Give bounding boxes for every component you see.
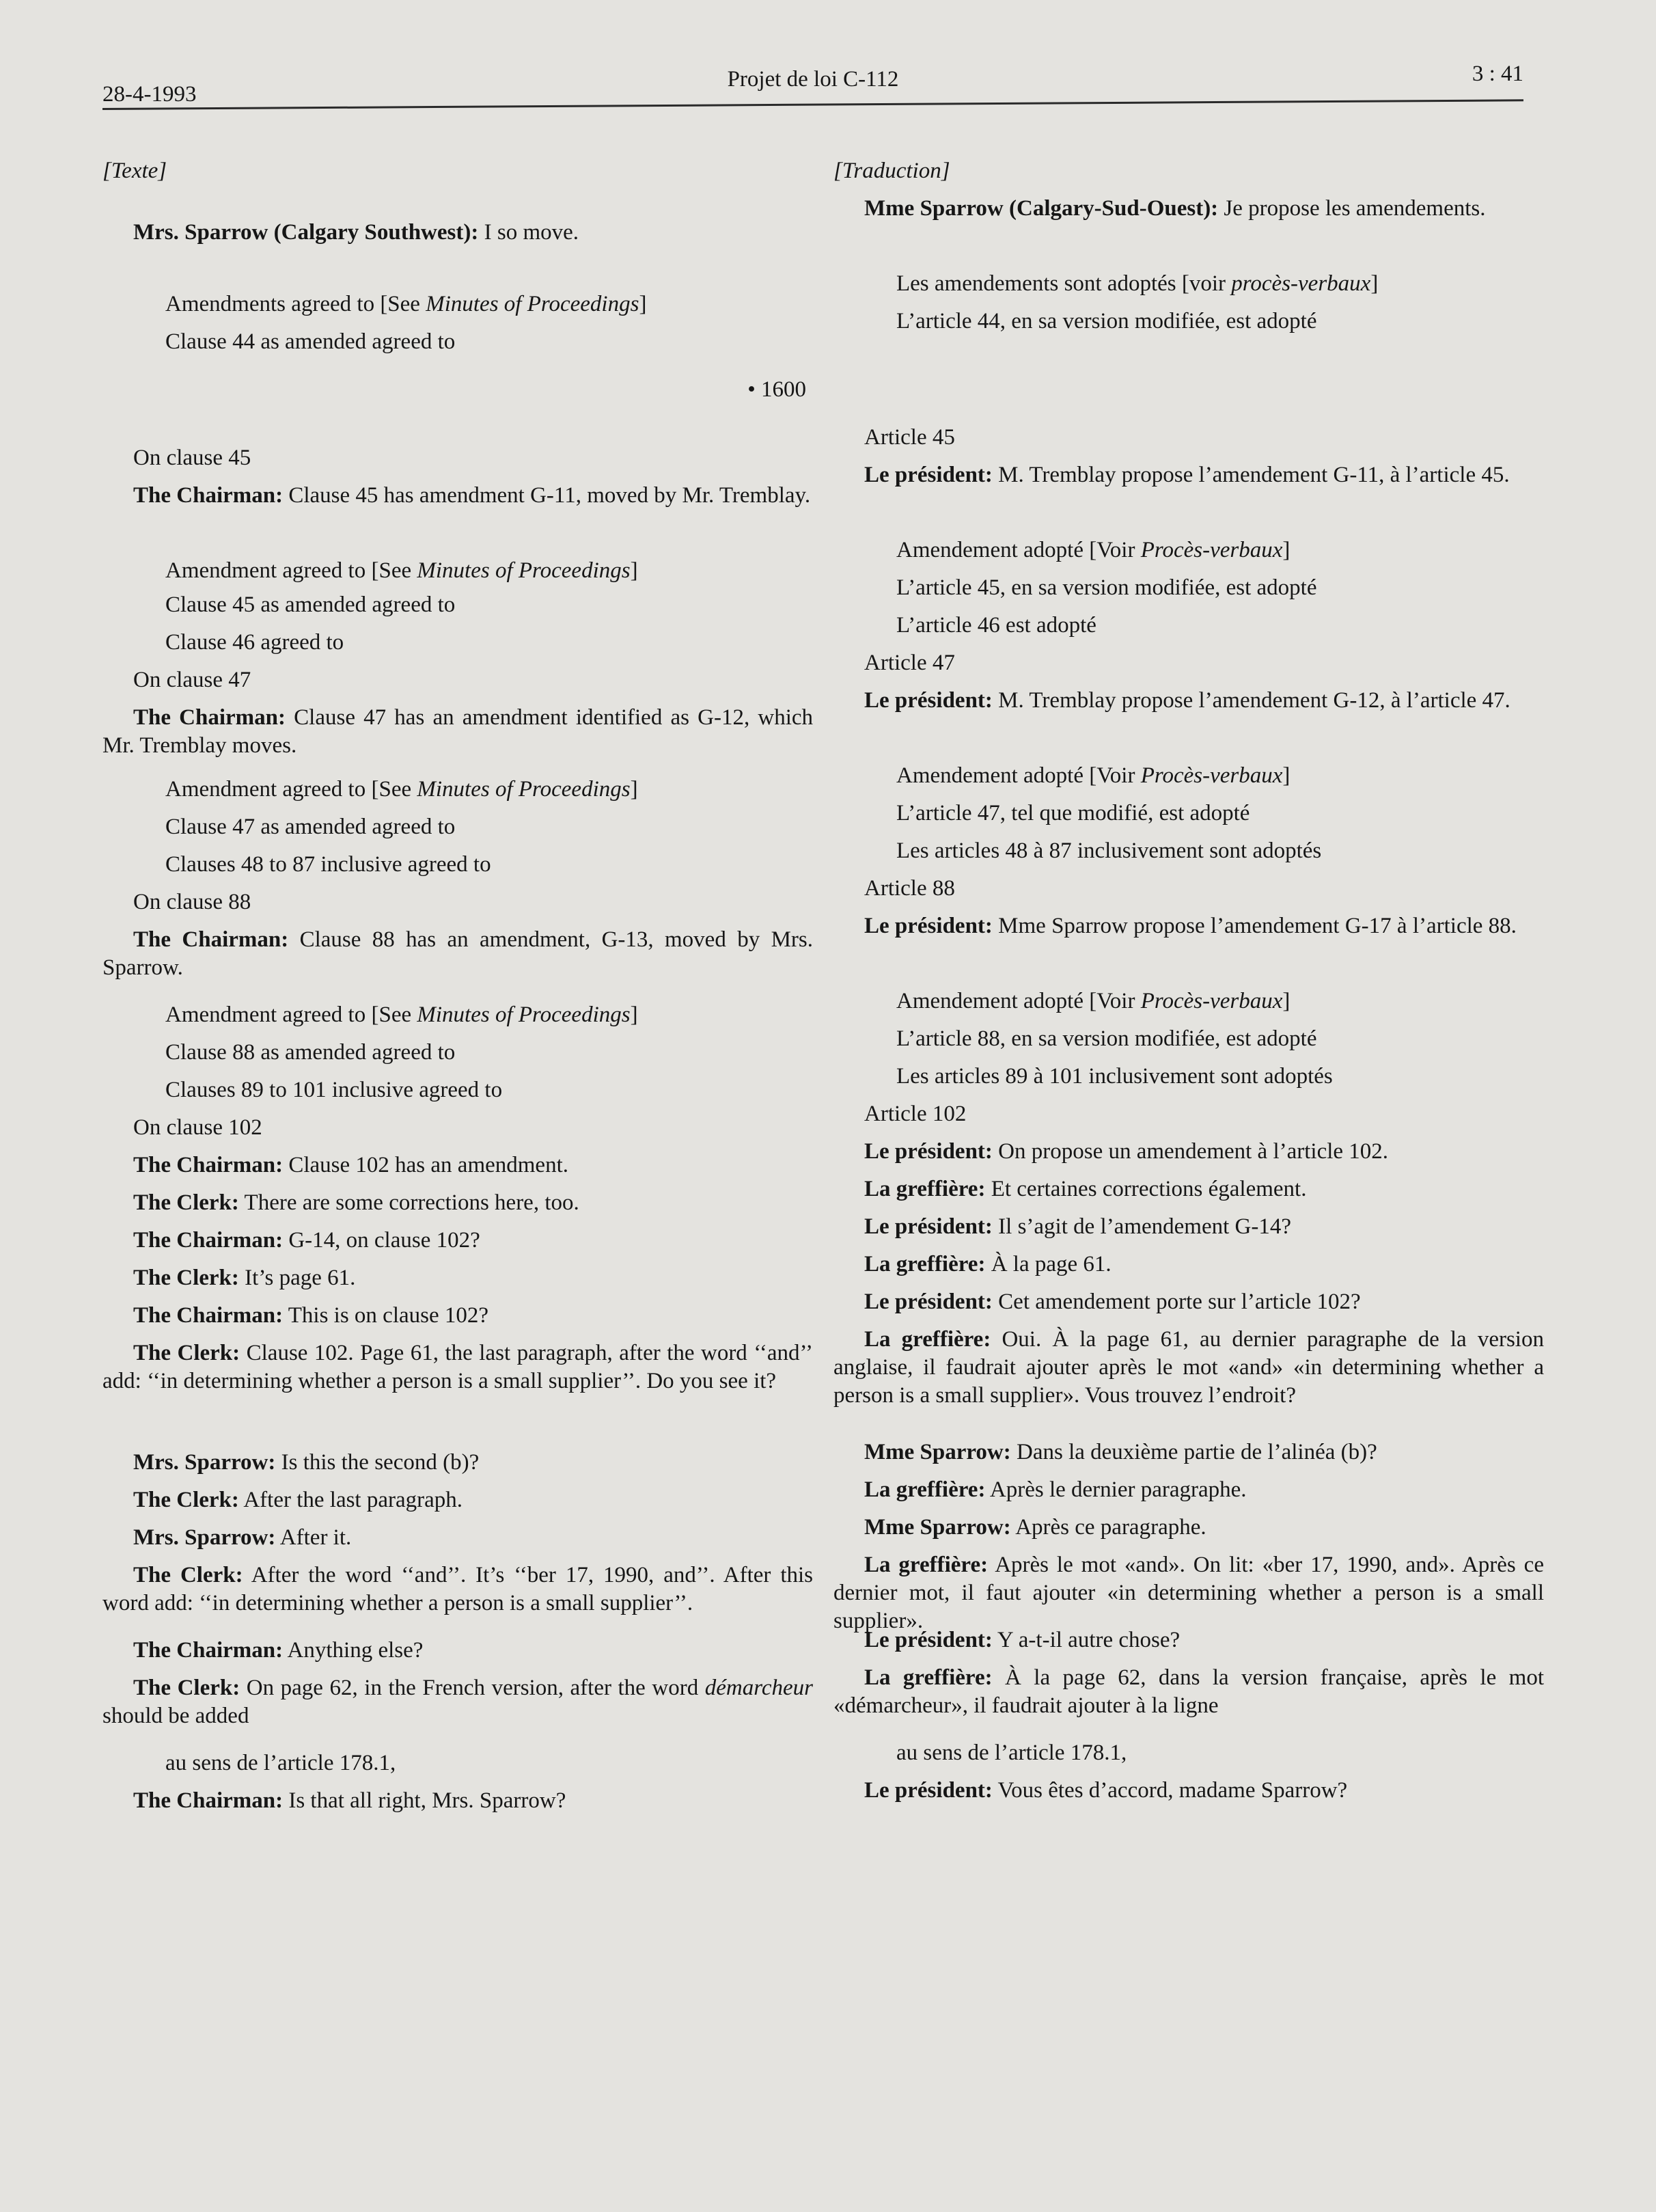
motion-text: Amendement adopté [Voir <box>896 538 1141 562</box>
speaker-name: The Clerk: <box>133 1190 239 1215</box>
speaker-name: The Clerk: <box>133 1563 243 1587</box>
motion-text: Amendment agreed to [See <box>165 558 417 583</box>
motion-text: Amendments agreed to [See <box>165 292 426 316</box>
header-title: Projet de loi C-112 <box>727 67 899 92</box>
motion-text: Les articles 48 à 87 inclusivement sont adoptés <box>896 838 1322 863</box>
motion-reference: Procès-verbaux <box>1140 989 1283 1013</box>
speaker-name: Le président: <box>864 1214 993 1239</box>
speech-paragraph <box>833 1777 1544 1805</box>
header-date: 28-4-1993 <box>102 82 197 107</box>
clause-heading: On clause 45 <box>133 446 251 470</box>
speaker-name: Mme Sparrow: <box>864 1440 1011 1464</box>
clause-heading: au sens de l’article 178.1, <box>896 1740 1127 1765</box>
speech-text: M. Tremblay propose l’amendement G-12, à l’article 47. <box>992 688 1510 713</box>
speech-text: Clause 102 has an amendment. <box>283 1153 568 1177</box>
speech-paragraph <box>102 1189 813 1217</box>
motion-line <box>102 557 813 585</box>
speech-text: Anything else? <box>283 1638 424 1663</box>
speech-text: Clause 88 has an amendment, G-13, moved by Mrs. Sparrow. <box>102 927 813 980</box>
speech-paragraph <box>102 1486 813 1514</box>
speech-paragraph <box>102 1637 813 1665</box>
speech-text: Oui. À la page 61, au dernier paragraphe de la version anglaise, il faudrait ajouter après le mot «and» «in determining whether a person is a small supplier». Vous trouvez l’endroit? <box>833 1327 1544 1408</box>
motion-line <box>102 290 813 318</box>
speaker-name: La greffière: <box>864 1477 986 1502</box>
motion-line <box>102 851 813 879</box>
speech-text: I so move. <box>478 220 579 245</box>
motion-text: Clause 46 agreed to <box>165 630 344 655</box>
motion-line <box>833 270 1544 298</box>
speech-text: Clause 47 has an amendment identified as G-12, which Mr. Tremblay moves. <box>102 705 814 758</box>
clause-heading: On clause 102 <box>133 1115 262 1140</box>
motion-line <box>833 536 1544 564</box>
motion-text: ] <box>630 777 638 802</box>
speaker-name: The Chairman: <box>133 483 284 508</box>
motion-reference: Minutes of Proceedings <box>426 292 639 316</box>
motion-reference: Minutes of Proceedings <box>417 558 631 583</box>
motion-text: L’article 47, tel que modifié, est adopté <box>896 801 1250 825</box>
speech-paragraph <box>102 1339 813 1395</box>
speech-paragraph <box>833 1476 1544 1504</box>
speaker-name: The Chairman: <box>133 1303 284 1328</box>
speech-paragraph <box>833 195 1544 223</box>
speaker-name: The Clerk: <box>133 1341 240 1365</box>
motion-text: Les amendements sont adoptés [voir <box>896 271 1232 296</box>
speaker-name: Mme Sparrow: <box>864 1515 1011 1540</box>
motion-line <box>833 987 1544 1015</box>
motion-line <box>102 328 813 356</box>
motion-reference: Minutes of Proceedings <box>417 777 631 802</box>
speaker-name: Le président: <box>864 914 993 938</box>
motion-text: Clause 45 as amended agreed to <box>165 592 456 617</box>
motion-reference: Procès-verbaux <box>1140 763 1283 788</box>
speech-paragraph <box>102 482 813 510</box>
motion-text: L’article 44, en sa version modifiée, est adopté <box>896 309 1317 333</box>
motion-text: Amendement adopté [Voir <box>896 989 1141 1013</box>
speaker-name: The Chairman: <box>133 1228 284 1253</box>
speech-text: M. Tremblay propose l’amendement G-11, à l’article 45. <box>992 463 1510 487</box>
speech-text: Vous êtes d’accord, madame Sparrow? <box>992 1778 1348 1803</box>
motion-line <box>833 800 1544 828</box>
speech-text: Après le mot «and». On lit: «ber 17, 1990, and». Après ce dernier mot, il faut ajouter «in determining whether a person is a small supplier». <box>833 1553 1544 1633</box>
motion-text: L’article 46 est adopté <box>896 613 1096 638</box>
speech-paragraph <box>102 1787 813 1815</box>
speech-paragraph <box>833 1514 1544 1542</box>
speaker-name: Le président: <box>864 463 993 487</box>
speech-paragraph <box>102 1674 813 1730</box>
speaker-name: Mrs. Sparrow: <box>133 1525 276 1550</box>
motion-text: L’article 45, en sa version modifiée, est adopté <box>896 575 1317 600</box>
speech-text: There are some corrections here, too. <box>238 1190 579 1215</box>
speech-paragraph <box>102 1264 813 1292</box>
speech-paragraph <box>102 1151 813 1179</box>
motion-text: ] <box>1370 271 1379 296</box>
speaker-name: The Clerk: <box>133 1488 239 1512</box>
left-column-tag: [Texte] <box>102 159 167 183</box>
motion-text: Clause 88 as amended agreed to <box>165 1040 456 1065</box>
motion-text: Amendment agreed to [See <box>165 1002 417 1027</box>
speaker-name: Le président: <box>864 1628 993 1652</box>
speech-text: Is this the second (b)? <box>275 1450 480 1475</box>
speaker-name: Le président: <box>864 1778 993 1803</box>
speech-paragraph <box>833 1213 1544 1241</box>
speech-text: should be added <box>102 1704 249 1728</box>
speech-text: À la page 62, dans la version française, après le mot «démarcheur», il faudrait ajouter à la ligne <box>833 1665 1544 1718</box>
clause-heading: Article 102 <box>864 1102 967 1126</box>
speech-text: Je propose les amendements. <box>1218 196 1486 221</box>
time-marker: • 1600 <box>747 377 806 402</box>
speech-paragraph <box>102 1449 813 1477</box>
speech-paragraph <box>833 1664 1544 1720</box>
speech-text: Y a-t-il autre chose? <box>992 1628 1181 1652</box>
speech-paragraph <box>833 1175 1544 1203</box>
motion-text: Amendement adopté [Voir <box>896 763 1141 788</box>
speech-paragraph <box>102 1561 813 1617</box>
speaker-name: The Chairman: <box>133 1638 284 1663</box>
clause-heading: Article 88 <box>864 876 955 901</box>
speaker-name: The Chairman: <box>133 927 289 952</box>
speech-paragraph <box>833 1288 1544 1316</box>
speech-paragraph <box>102 1524 813 1552</box>
speech-text: After the word ‘‘and’’. It’s ‘‘ber 17, 1990, and’’. After this word add: ‘‘in determining whether a person is a small supplier’’. <box>102 1563 814 1615</box>
speech-paragraph <box>833 1326 1544 1410</box>
motion-text: Clause 44 as amended agreed to <box>165 329 456 354</box>
speech-paragraph <box>833 1138 1544 1166</box>
speech-paragraph <box>833 1626 1544 1654</box>
header-page-number: 3 : 41 <box>1472 62 1523 86</box>
motion-line <box>102 1001 813 1029</box>
speaker-name: La greffière: <box>864 1553 989 1577</box>
clause-heading: Article 47 <box>864 651 955 675</box>
speech-text: On propose un amendement à l’article 102. <box>992 1139 1389 1164</box>
motion-text: L’article 88, en sa version modifiée, est adopté <box>896 1026 1317 1051</box>
speech-paragraph <box>833 687 1544 715</box>
motion-line <box>102 591 813 619</box>
speech-text: Mme Sparrow propose l’amendement G-17 à l’article 88. <box>992 914 1517 938</box>
speech-text: This is on clause 102? <box>283 1303 489 1328</box>
speech-text: Cet amendement porte sur l’article 102? <box>992 1289 1361 1314</box>
motion-reference: Minutes of Proceedings <box>417 1002 631 1027</box>
speech-paragraph <box>102 219 813 247</box>
right-column-tag: [Traduction] <box>833 159 950 183</box>
speaker-name: La greffière: <box>864 1177 986 1201</box>
speech-text: Après le dernier paragraphe. <box>985 1477 1247 1502</box>
speaker-name: Mrs. Sparrow: <box>133 1450 276 1475</box>
motion-line <box>102 776 813 804</box>
speech-paragraph <box>833 461 1544 489</box>
speech-paragraph <box>102 1302 813 1330</box>
clause-heading: Article 45 <box>864 425 955 450</box>
speaker-name: Mme Sparrow (Calgary-Sud-Ouest): <box>864 196 1219 221</box>
speech-text: Clause 102. Page 61, the last paragraph, after the word ‘‘and’’ add: ‘‘in determining whether a person is a small supplier’’. Do you see it? <box>102 1341 813 1393</box>
speaker-name: Le président: <box>864 688 993 713</box>
speech-text: Dans la deuxième partie de l’alinéa (b)? <box>1010 1440 1377 1464</box>
clause-heading: au sens de l’article 178.1, <box>165 1751 396 1775</box>
speech-text: À la page 61. <box>985 1252 1112 1276</box>
speaker-name: The Chairman: <box>133 705 286 730</box>
speech-text: After the last paragraph. <box>238 1488 463 1512</box>
speech-text: Après ce paragraphe. <box>1010 1515 1206 1540</box>
motion-text: ] <box>1282 763 1291 788</box>
motion-text: Amendment agreed to [See <box>165 777 417 802</box>
motion-text: ] <box>630 1002 638 1027</box>
speech-text: It’s page 61. <box>238 1266 356 1290</box>
motion-reference: procès-verbaux <box>1231 271 1371 296</box>
speech-text: On page 62, in the French version, after the word <box>240 1676 705 1700</box>
motion-line <box>833 612 1544 640</box>
speech-text: Is that all right, Mrs. Sparrow? <box>283 1788 566 1813</box>
motion-reference: Procès-verbaux <box>1140 538 1283 562</box>
speech-paragraph <box>833 1438 1544 1466</box>
motion-line <box>102 1039 813 1067</box>
motion-text: ] <box>639 292 647 316</box>
motion-text: ] <box>1282 538 1291 562</box>
motion-text: Les articles 89 à 101 inclusivement sont adoptés <box>896 1064 1333 1089</box>
speech-paragraph <box>102 1227 813 1255</box>
motion-line <box>833 308 1544 336</box>
clause-heading: On clause 47 <box>133 668 251 692</box>
italic-term: démarcheur <box>704 1676 813 1700</box>
motion-line <box>833 574 1544 602</box>
speech-paragraph <box>102 704 813 760</box>
speaker-name: Le président: <box>864 1289 993 1314</box>
speech-paragraph <box>102 926 813 982</box>
page-header <box>102 62 1523 123</box>
speaker-name: The Clerk: <box>133 1676 240 1700</box>
motion-line <box>833 762 1544 790</box>
speaker-name: La greffière: <box>864 1252 986 1276</box>
speaker-name: The Chairman: <box>133 1153 284 1177</box>
speech-text: Il s’agit de l’amendement G-14? <box>992 1214 1291 1239</box>
motion-line <box>102 813 813 841</box>
motion-text: ] <box>1282 989 1291 1013</box>
motion-line <box>102 629 813 657</box>
speaker-name: La greffière: <box>864 1327 991 1352</box>
speech-text: After it. <box>275 1525 352 1550</box>
speaker-name: Le président: <box>864 1139 993 1164</box>
clause-heading: On clause 88 <box>133 890 251 914</box>
motion-text: Clauses 48 to 87 inclusive agreed to <box>165 852 491 877</box>
speaker-name: The Clerk: <box>133 1266 239 1290</box>
motion-text: Clause 47 as amended agreed to <box>165 815 456 839</box>
motion-line <box>102 1076 813 1104</box>
speech-text: G-14, on clause 102? <box>283 1228 480 1253</box>
motion-line <box>833 1025 1544 1053</box>
speaker-name: La greffière: <box>864 1665 993 1690</box>
speech-text: Clause 45 has amendment G-11, moved by Mr. Tremblay. <box>283 483 811 508</box>
motion-line <box>833 1063 1544 1091</box>
speech-paragraph <box>833 1251 1544 1279</box>
motion-line <box>833 837 1544 865</box>
motion-text: ] <box>630 558 638 583</box>
speaker-name: Mrs. Sparrow (Calgary Southwest): <box>133 220 479 245</box>
speech-text: Et certaines corrections également. <box>985 1177 1307 1201</box>
speech-paragraph <box>833 1551 1544 1635</box>
speaker-name: The Chairman: <box>133 1788 284 1813</box>
speech-paragraph <box>833 912 1544 940</box>
motion-text: Clauses 89 to 101 inclusive agreed to <box>165 1078 503 1102</box>
